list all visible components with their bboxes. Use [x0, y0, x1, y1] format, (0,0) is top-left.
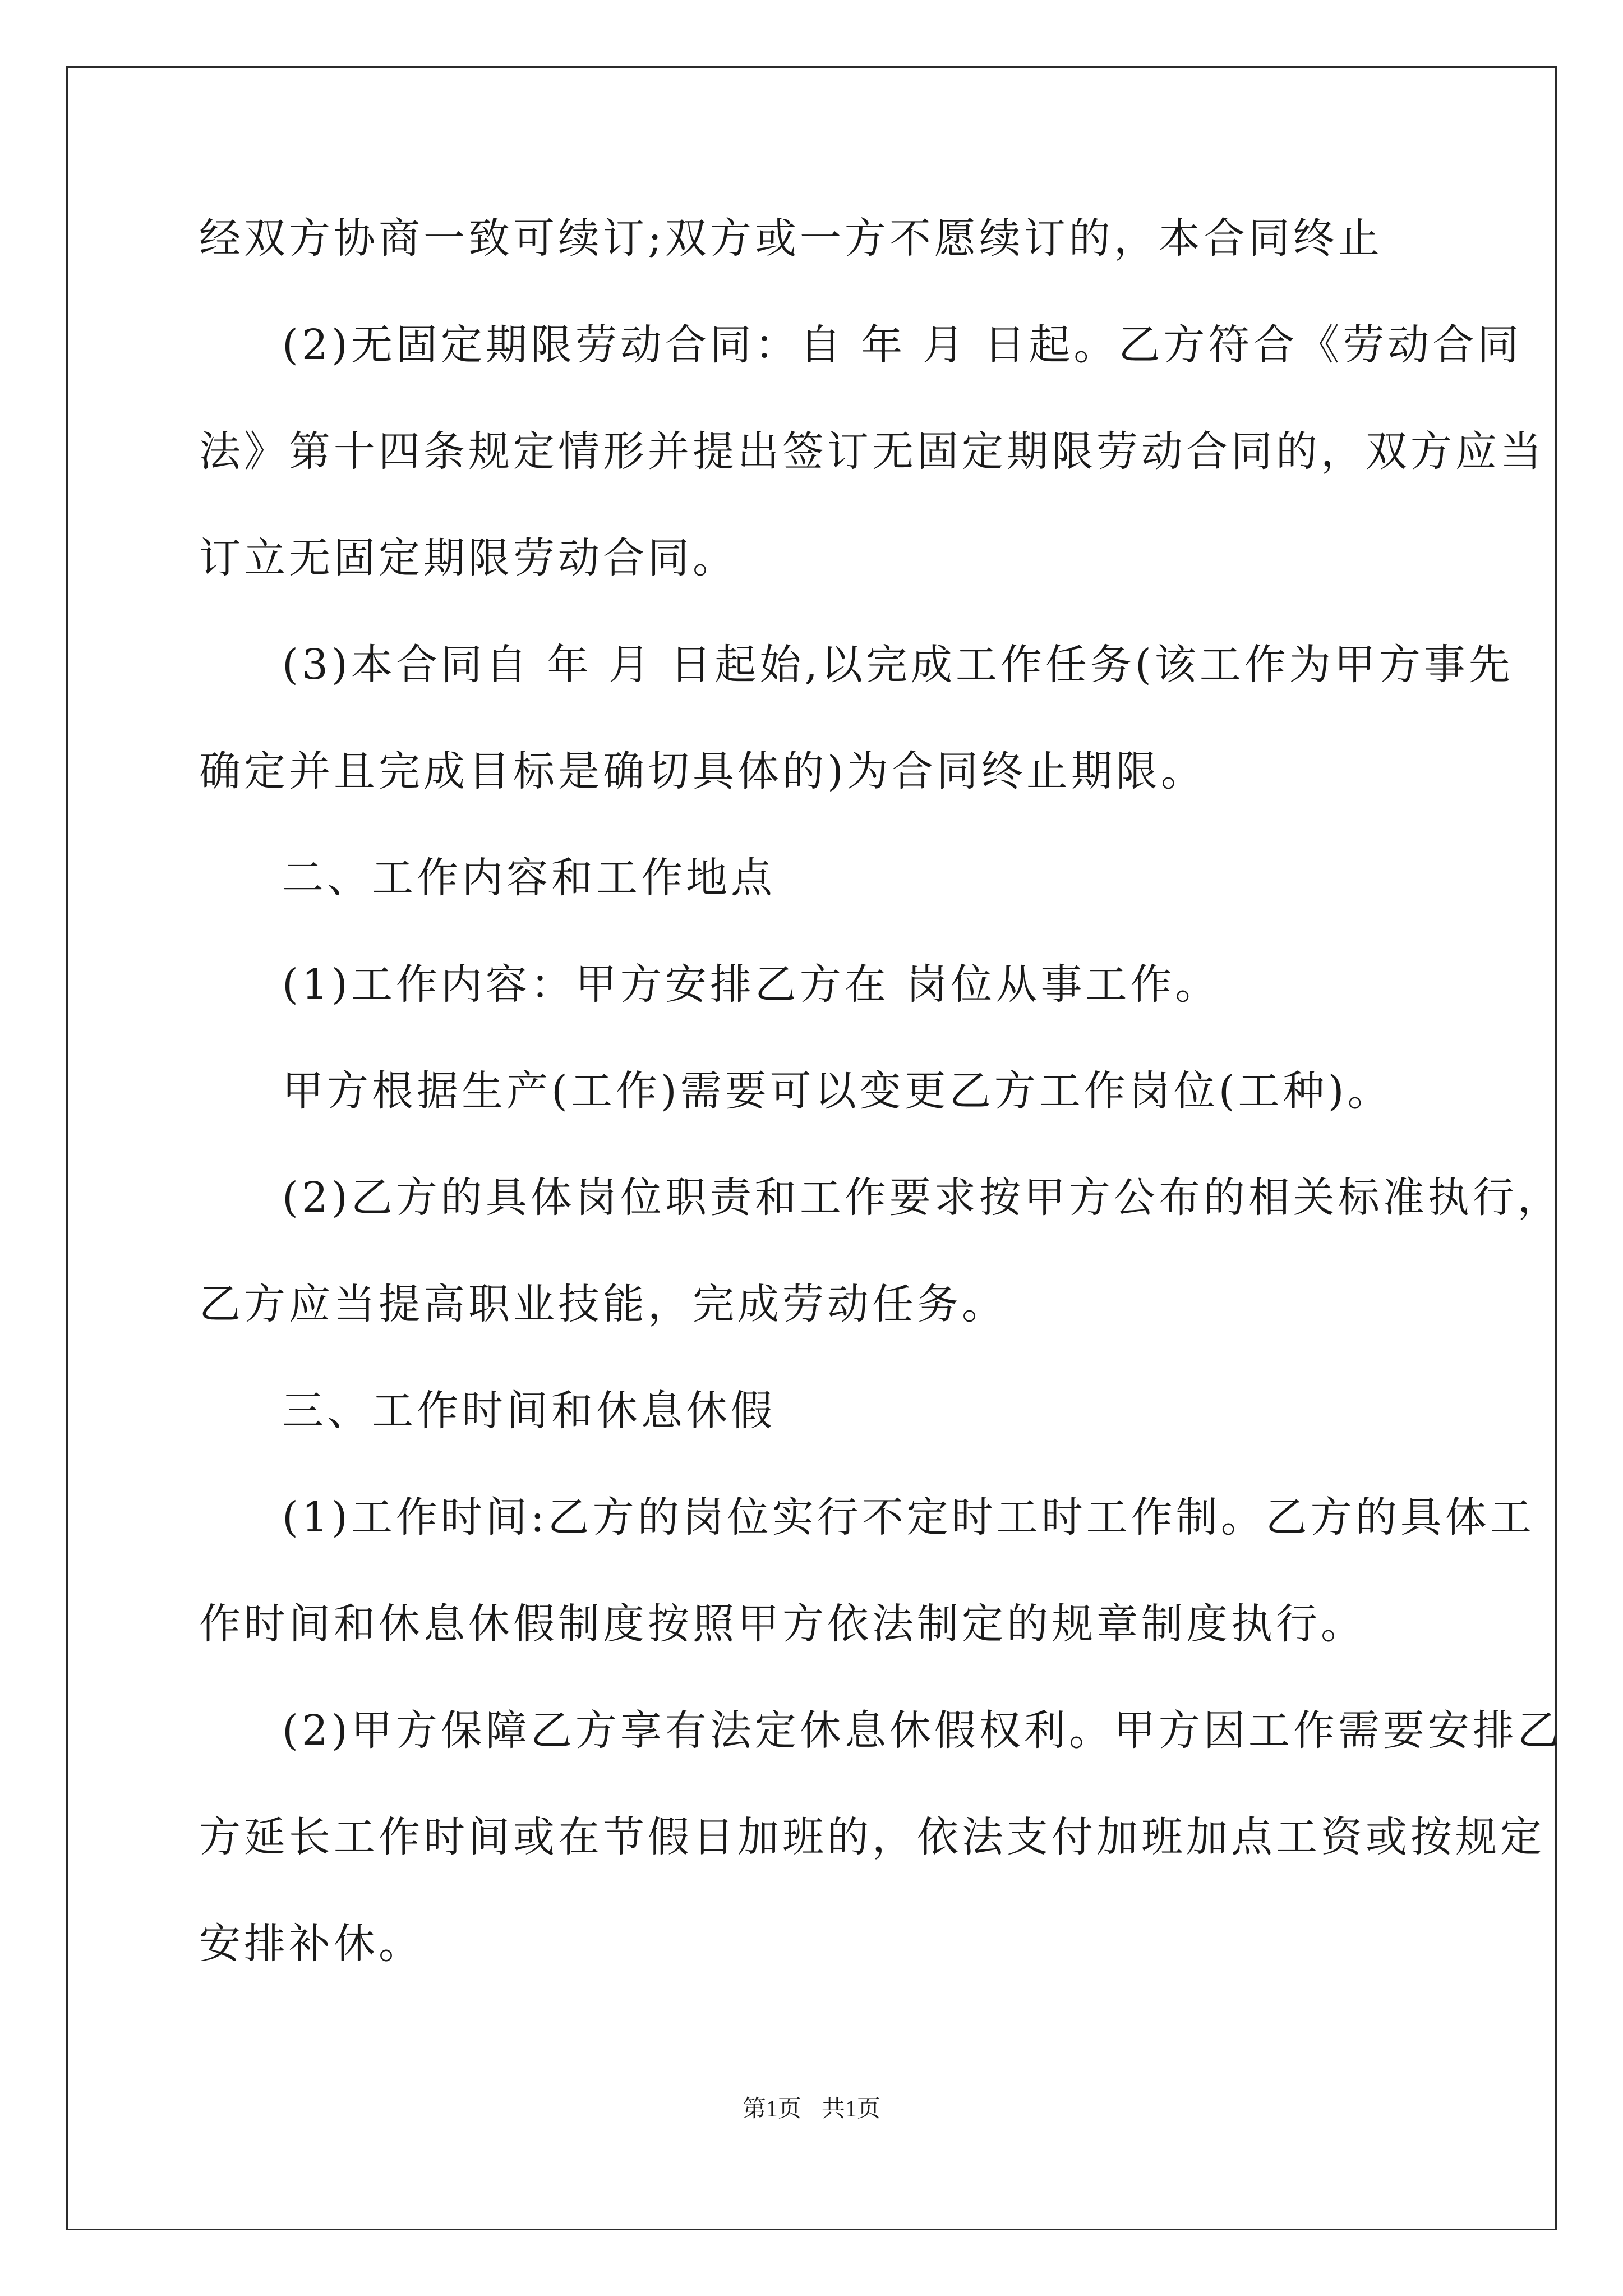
page-number-current: 第1页	[742, 2096, 801, 2122]
page-footer	[0, 2095, 1623, 2123]
paragraph-line: 作时间和休息休假制度按照甲方依法制定的规章制度执行。	[199, 1600, 1366, 1648]
page-number-total: 共1页	[822, 2096, 881, 2122]
paragraph-line: 乙方应当提高职业技能，完成劳动任务。	[199, 1280, 1007, 1328]
paragraph-line: (2)乙方的具体岗位职责和工作要求按甲方公布的相关标准执行，	[282, 1174, 1562, 1222]
paragraph-line: 法》第十四条规定情形并提出签订无固定期限劳动合同的，双方应当	[199, 427, 1545, 476]
paragraph-line: 订立无固定期限劳动合同。	[199, 534, 737, 582]
paragraph-line: (1)工作时间:乙方的岗位实行不定时工时工作制。乙方的具体工	[282, 1493, 1535, 1542]
paragraph-line: 经双方协商一致可续订;双方或一方不愿续订的，本合同终止	[199, 214, 1383, 263]
paragraph-line: (2)无固定期限劳动合同：自 年 月 日起。乙方符合《劳动合同	[282, 321, 1523, 369]
paragraph-line: 确定并且完成目标是确切具体的)为合同终止期限。	[199, 747, 1206, 795]
section-heading: 三、工作时间和休息休假	[282, 1387, 776, 1435]
paragraph-line: 方延长工作时间或在节假日加班的，依法支付加班加点工资或按规定	[199, 1813, 1545, 1861]
section-heading: 二、工作内容和工作地点	[282, 854, 776, 902]
paragraph-line: (1)工作内容：甲方安排乙方在 岗位从事工作。	[282, 960, 1220, 1009]
page-border	[66, 66, 1557, 2230]
paragraph-line: 甲方根据生产(工作)需要可以变更乙方工作岗位(工种)。	[282, 1067, 1393, 1115]
paragraph-line: (2)甲方保障乙方享有法定休息休假权利。甲方因工作需要安排乙	[282, 1706, 1562, 1755]
paragraph-line: (3)本合同自 年 月 日起始,以完成工作任务(该工作为甲方事先	[282, 641, 1514, 689]
paragraph-line: 安排补休。	[199, 1920, 423, 1968]
